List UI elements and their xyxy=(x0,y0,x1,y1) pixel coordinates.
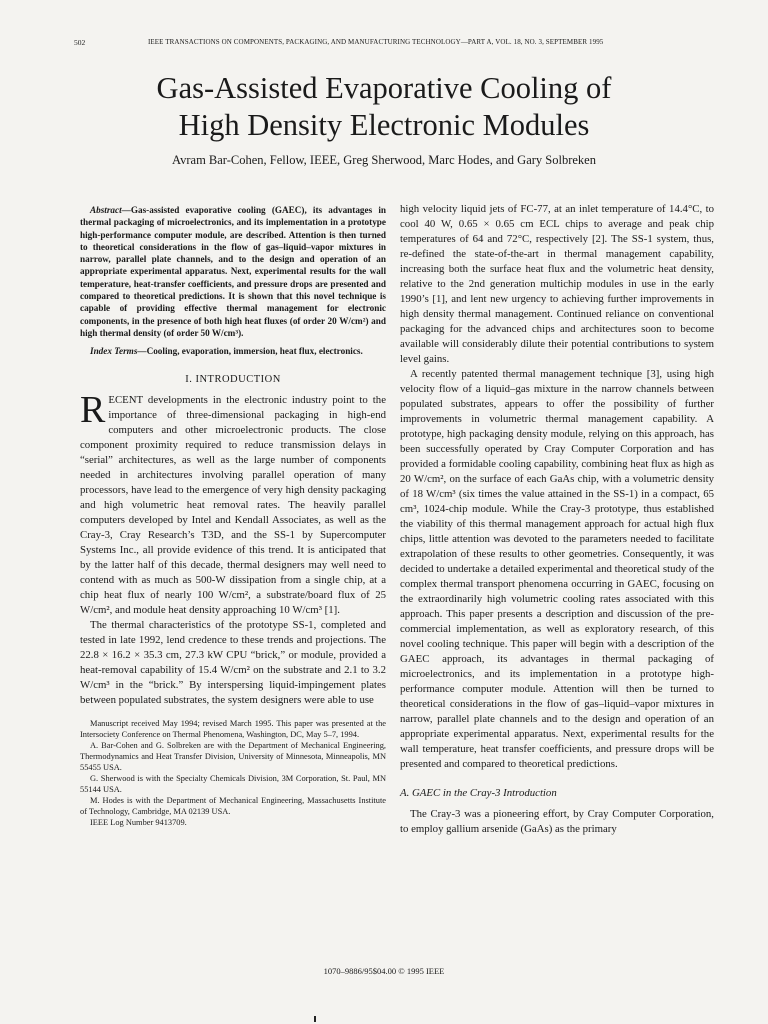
right-paragraph-2: A recently patented thermal management technique [3], using high velocity flow of a liquid–gas mixture in the narrow channels between populated substrates, appears to offer the possibility of further improvements in volumetric thermal management capability. A prototype, high packaging density module, relying on this approach, has been successfully operated by Cray Computer Corporation and has provided a formidable cooling capability, combining heat flux as high as 20 W/cm², on the surface of each GaAs chip, with a volumetric density of 18 W/cm³ (six times the value attained in the SS-1) in a compact, 65 cm³, 1024-chip module. While the Cray-3 prototype, thus established the viability of this thermal management approach for actual high flux chips, little attention was devoted to the parameters needed to facilitate extrapolation of these results to other geometries. Consequently, it was decided to undertake a detailed experimental and theoretical study of the complex thermal transport phenomena occurring in GAEC, focusing on the extraordinarily high volumetric cooling rates associated with this approach. This paper presents a description and discussion of the pre-commercial implementation, as well as exploratory research, of this novel cooling technique. This paper will begin with a description of the GAEC approach, its advantages in thermal packaging of microelectronics, and its implementation in a prototype high-performance computer module. Attention will then be turned to theoretical considerations in the flow of gas–liquid–vapor mixtures in narrow, parallel plate channels and to the design and operation of an appropriate experimental apparatus. Next, experimental results for the wall temperature, heat transfer coefficients, and pressure drops will be presented and compared to theoretical predictions. xyxy=(400,368,714,770)
title-line-2: High Density Electronic Modules xyxy=(178,108,590,142)
footnote-affiliation-1: A. Bar-Cohen and G. Solbreken are with the Department of Mechanical Engineering, Thermodynamics and Heat Transfer Division, University of Minnesota, Minneapolis, MN 55455 USA. xyxy=(80,740,386,772)
intro-paragraph-1 xyxy=(80,388,386,618)
right-column xyxy=(400,202,714,837)
running-head: IEEE TRANSACTIONS ON COMPONENTS, PACKAGING, AND MANUFACTURING TECHNOLOGY—PART A, VOL. 18, NO. 3, SEPTEMBER 1995 xyxy=(148,38,604,46)
right-paragraph-3: The Cray-3 was a pioneering effort, by Cray Computer Corporation, to employ gallium arsenide (GaAs) as the primary xyxy=(400,808,714,835)
page-number: 502 xyxy=(74,38,86,47)
index-terms-label: Index Terms— xyxy=(90,346,147,357)
page-mark xyxy=(314,1016,316,1022)
author-list: Avram Bar-Cohen, Fellow, IEEE, Greg Sherwood, Marc Hodes, and Gary Solbreken xyxy=(172,153,596,167)
copyright-line: 1070–9886/95$04.00 © 1995 IEEE xyxy=(323,966,445,976)
index-terms xyxy=(80,345,386,357)
abstract xyxy=(80,204,386,339)
drop-cap: R xyxy=(80,388,106,431)
right-paragraph-1: high velocity liquid jets of FC-77, at an inlet temperature of 14.4°C, to cool 40 W, 0.65 × 0.65 cm ECL chips to average and peak chip temperatures of 64 and 72°C, respectively [2]. The SS-1 system, thus, re-defined the state-of-the-art in thermal management capability, increasing both the surface heat flux and the volumetric heat density, relative to the 2nd generation multichip modules in use in the early 1990’s [1], and lent new urgency to achieving further improvements in high density thermal management. Continued reliance on conventional packaging for the advanced chips and architectures soon to become available will considerably dilute their potential contributions to system level gains. xyxy=(400,203,714,365)
title-line-1: Gas-Assisted Evaporative Cooling of xyxy=(156,71,612,105)
footnote-log-number: IEEE Log Number 9413709. xyxy=(90,817,187,827)
footnote-affiliation-2: G. Sherwood is with the Specialty Chemicals Division, 3M Corporation, St. Paul, MN 55144 USA. xyxy=(80,773,386,794)
abstract-label: Abstract— xyxy=(90,205,131,215)
footnote-manuscript: Manuscript received May 1994; revised March 1995. This paper was presented at the Intersociety Conference on Thermal Phenomena, Washington, DC, May 5–7, 1994. xyxy=(80,718,386,739)
subsection-heading: A. GAEC in the Cray-3 Introduction xyxy=(400,787,557,799)
index-terms-text: Cooling, evaporation, immersion, heat flux, electronics. xyxy=(146,346,363,357)
left-column xyxy=(80,202,386,828)
footnote-affiliation-3: M. Hodes is with the Department of Mechanical Engineering, Massachusetts Institute of Technology, Cambridge, MA 02139 USA. xyxy=(80,795,386,816)
paper-title xyxy=(0,70,768,144)
footnotes xyxy=(80,718,386,828)
abstract-text: Gas-assisted evaporative cooling (GAEC), its advantages in thermal packaging of microelectronics, and its implementation in a prototype high-performance computer module, are described. Attention is then turned to theoretical considerations in the flow of gas–liquid–vapor mixtures in narrow, parallel plate channels, and to the design and operation of an appropriate experimental apparatus. Next, experimental results for the wall temperature, heat-transfer coefficients, and pressure drops are presented and compared to theoretical predictions. It is shown that this novel technique is capable of providing effective thermal management for electronic components, in the presence of both high heat fluxes (of order 20 W/cm²) and high thermal density (of order 50 W/cm³). xyxy=(80,205,386,338)
intro-paragraph-2: The thermal characteristics of the prototype SS-1, completed and tested in late 1992, lend credence to these trends and projections. The 22.8 × 16.2 × 35.3 cm, 27.3 kW CPU “brick,” or module, provided a heat-removal capability of 15.4 W/cm² on the substrate and 2.1 to 3.2 W/cm³ in the “brick.” By interspersing liquid-impingement plates between populated substrates, the system designers were able to use xyxy=(80,618,386,706)
intro-paragraph-1-text: ECENT developments in the electronic industry point to the importance of three-dimensional packaging in high-end computers and other microelectronic products. The close component proximity required to reduce transmission delays in “serial” architectures, as well as the large number of components needed in architectures involving parallel operation of many processors, have lead to the emergence of very high density packaging and high volumetric heat removal rates. The heavily parallel computers developed by Intel and Kendall Associates, as well as the Cray-3, Cray Research’s T3D, and the SS-1 by Supercomputer Systems Inc., all provide evidence of this trend. It is anticipated that by the latter half of this decade, thermal designers may well need to contend with as much as 500-W dissipation from a single chip, at a chip heat flux of nearly 100 W/cm², a substrate/board flux of 25 W/cm², and module heat density approaching 10 W/cm³ [1]. xyxy=(80,393,386,616)
section-heading-introduction: I. INTRODUCTION xyxy=(185,373,281,385)
